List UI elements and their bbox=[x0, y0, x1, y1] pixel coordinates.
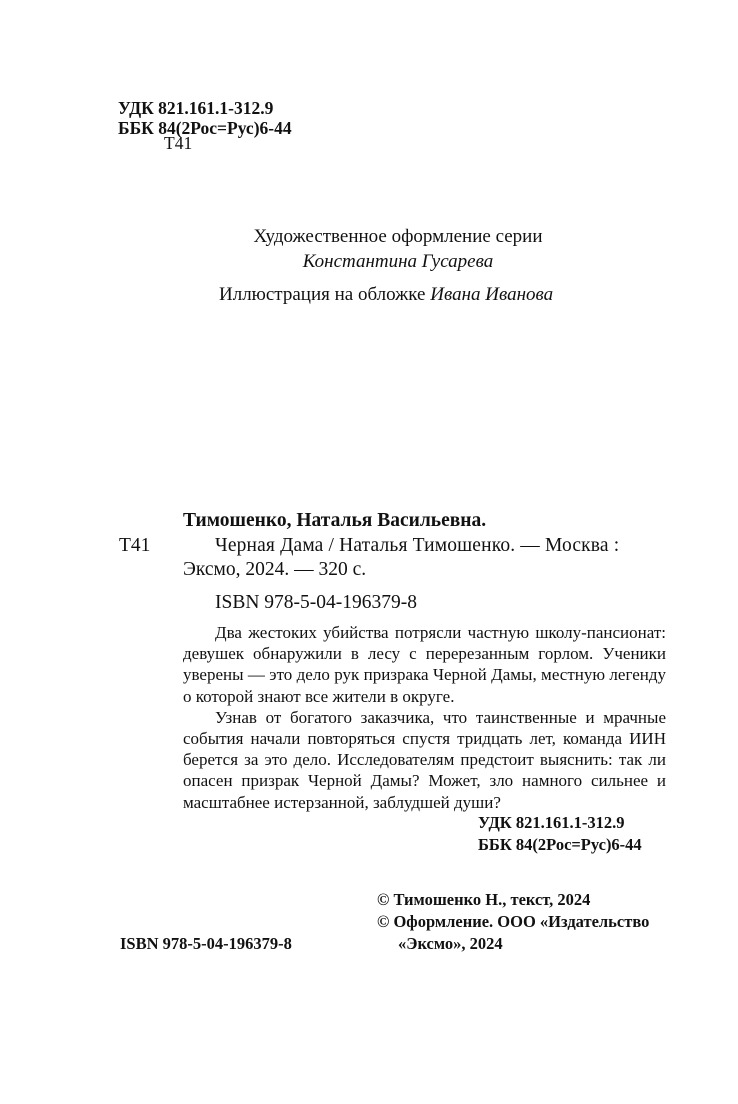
cover-label: Иллюстрация на обложке bbox=[219, 284, 426, 305]
card-udk: УДК 821.161.1-312.9 bbox=[478, 813, 625, 832]
card-bbk: ББК 84(2Рос=Рус)6-44 bbox=[478, 835, 642, 854]
series-designer: Константина Гусарева bbox=[302, 251, 494, 272]
cover-illustrator: Ивана Иванова bbox=[430, 284, 554, 305]
copyright-design: © Оформление. ООО «Издательство bbox=[377, 912, 650, 931]
bottom-isbn: ISBN 978-5-04-196379-8 bbox=[120, 934, 292, 953]
copyright-text: © Тимошенко Н., текст, 2024 bbox=[377, 890, 591, 909]
bbk-code: ББК 84(2Рос=Рус)6-44 bbox=[118, 118, 292, 138]
title-line-1: Черная Дама / Наталья Тимошенко. — Москва : bbox=[215, 535, 620, 556]
annotation-paragraph-2: Узнав от богатого заказчика, что таинственные и мрачные события начали повторяться спустя тридцать лет, команда ИИН берется за это дело. Исследователям предстоит выяснить: так ли опасен призрак Черной Дамы? Может, зло намного сильнее и масштабнее истерзанной, заблудшей души? bbox=[183, 707, 666, 812]
annotation-paragraph-1: Два жестоких убийства потрясли частную школу-пансионат: девушек обнаружили в лесу с перерезанным горлом. Ученики уверены — это дело рук призрака Черной Дамы, местную легенду о которой знают все жители в округе. bbox=[183, 623, 666, 706]
title-line-2: Эксмо, 2024. — 320 с. bbox=[183, 559, 367, 580]
annotation bbox=[183, 622, 666, 813]
card-mark: Т41 bbox=[119, 535, 151, 556]
author-mark: Т41 bbox=[164, 133, 193, 153]
card-isbn: ISBN 978-5-04-196379-8 bbox=[215, 592, 418, 613]
udk-code: УДК 821.161.1-312.9 bbox=[118, 98, 274, 118]
copyright-publisher: «Эксмо», 2024 bbox=[398, 934, 503, 953]
series-design-label: Художественное оформление серии bbox=[253, 226, 543, 247]
cover-credit bbox=[219, 282, 553, 307]
author-heading: Тимошенко, Наталья Васильевна. bbox=[183, 510, 487, 531]
